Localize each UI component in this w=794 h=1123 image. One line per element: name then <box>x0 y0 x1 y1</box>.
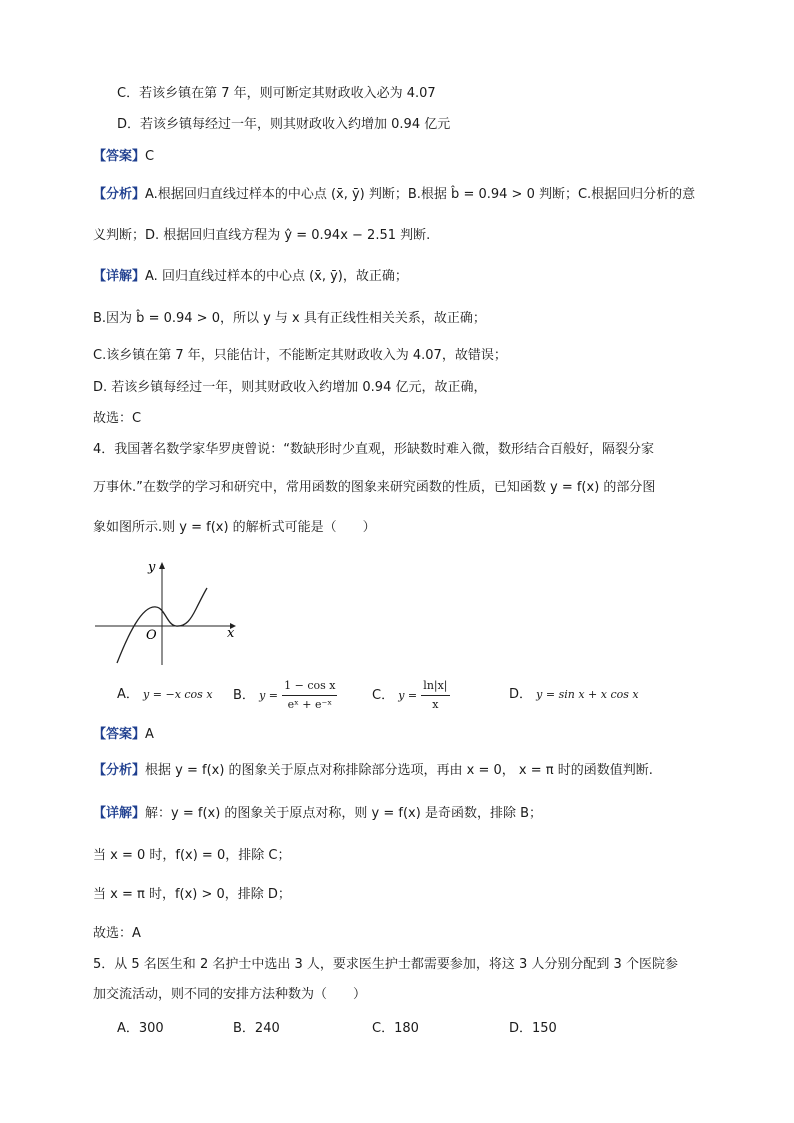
q3-detail-d: D. 若该乡镇每经过一年，则其财政收入约增加 0.94 亿元，故正确， <box>93 380 487 395</box>
numerator: ln|x| <box>421 677 449 696</box>
option-letter: A． <box>117 687 139 702</box>
q4-detail-1 <box>93 805 542 823</box>
q3-answer <box>93 148 154 166</box>
q4-detail-3: 当 x = π 时，f(x) > 0，排除 D； <box>93 887 291 902</box>
q4-option-a <box>117 686 213 704</box>
detail-tag: 【详解】 <box>93 806 146 821</box>
q4-analysis <box>93 762 653 780</box>
q5-option-d: D．150 <box>509 1021 557 1036</box>
q3-detail-b: B.因为 b̂ = 0.94 > 0，所以 y 与 x 具有正线性相关关系，故正确； <box>93 311 486 326</box>
option-expr: y = sin x + x cos x <box>536 688 639 701</box>
detail-tag: 【详解】 <box>93 269 146 284</box>
detail-text: A. 回归直线过样本的中心点 (x̄, ȳ)，故正确； <box>145 269 408 284</box>
q4-answer <box>93 726 154 744</box>
q4-detail-2: 当 x = 0 时，f(x) = 0，排除 C； <box>93 848 291 863</box>
analysis-tag: 【分析】 <box>93 187 146 202</box>
q3-option-d: D．若该乡镇每经过一年，则其财政收入约增加 0.94 亿元 <box>117 117 451 132</box>
option-expr: y = −x cos x <box>143 688 213 701</box>
q5-stem-line1: 5．从 5 名医生和 2 名护士中选出 3 人，要求医生护士都需要参加，将这 3 人分别分配到 3 个医院参 <box>93 957 678 972</box>
q3-choose: 故选：C <box>93 411 142 426</box>
option-lhs: y = <box>259 689 278 702</box>
answer-tag: 【答案】 <box>93 149 146 164</box>
q3-option-c: C．若该乡镇在第 7 年，则可断定其财政收入必为 4.07 <box>117 86 436 101</box>
fraction <box>421 677 449 714</box>
denominator: x <box>432 698 439 711</box>
q4-option-d <box>509 686 639 704</box>
numerator: 1 − cos x <box>282 677 337 696</box>
origin-label: O <box>146 628 157 643</box>
option-lhs: y = <box>398 689 418 702</box>
q4-option-b <box>233 677 337 714</box>
analysis-text: 根据 y = f(x) 的图象关于原点对称排除部分选项，再由 x = 0， x = π 时的函数值判断. <box>145 763 653 778</box>
q3-detail-c: C.该乡镇在第 7 年，只能估计，不能断定其财政收入为 4.07，故错误； <box>93 348 507 363</box>
q5-option-b: B．240 <box>233 1021 280 1036</box>
answer-tag: 【答案】 <box>93 727 146 742</box>
q4-stem-line2: 万事休.”在数学的学习和研究中，常用函数的图象来研究函数的性质，已知函数 y = f(x) 的部分图 <box>93 480 656 495</box>
answer-value: C <box>145 149 155 164</box>
q3-analysis-line1 <box>93 186 695 204</box>
option-letter: C． <box>372 688 395 703</box>
fraction <box>282 677 337 714</box>
option-letter: D． <box>509 687 533 702</box>
q5-option-c: C．180 <box>372 1021 419 1036</box>
q4-stem-line3: 象如图所示.则 y = f(x) 的解析式可能是（ ） <box>93 520 376 535</box>
analysis-tag: 【分析】 <box>93 763 146 778</box>
answer-value: A <box>145 727 154 742</box>
q3-analysis-line2: 义判断；D. 根据回归直线方程为 ŷ = 0.94x − 2.51 判断. <box>93 228 431 243</box>
q5-option-a: A．300 <box>117 1021 164 1036</box>
denominator: eˣ + e⁻ˣ <box>287 698 332 711</box>
function-graph <box>90 555 250 670</box>
q4-option-c <box>372 677 450 714</box>
x-axis-label: x <box>227 626 235 641</box>
y-axis-arrow <box>159 562 165 569</box>
q5-stem-line2: 加交流活动，则不同的安排方法种数为（ ） <box>93 987 367 1002</box>
q4-stem-line1: 4．我国著名数学家华罗庚曾说：“数缺形时少直观，形缺数时难入微，数形结合百般好，隔裂分家 <box>93 442 655 457</box>
q3-detail-a <box>93 268 408 286</box>
detail-text: 解：y = f(x) 的图象关于原点对称，则 y = f(x) 是奇函数，排除 B； <box>145 806 542 821</box>
analysis-text: A.根据回归直线过样本的中心点 (x̄, ȳ) 判断；B.根据 b̂ = 0.94 > 0 判断；C.根据回归分析的意 <box>145 187 696 202</box>
q4-choose: 故选：A <box>93 926 141 941</box>
option-letter: B． <box>233 688 255 703</box>
y-axis-label: y <box>148 560 156 575</box>
